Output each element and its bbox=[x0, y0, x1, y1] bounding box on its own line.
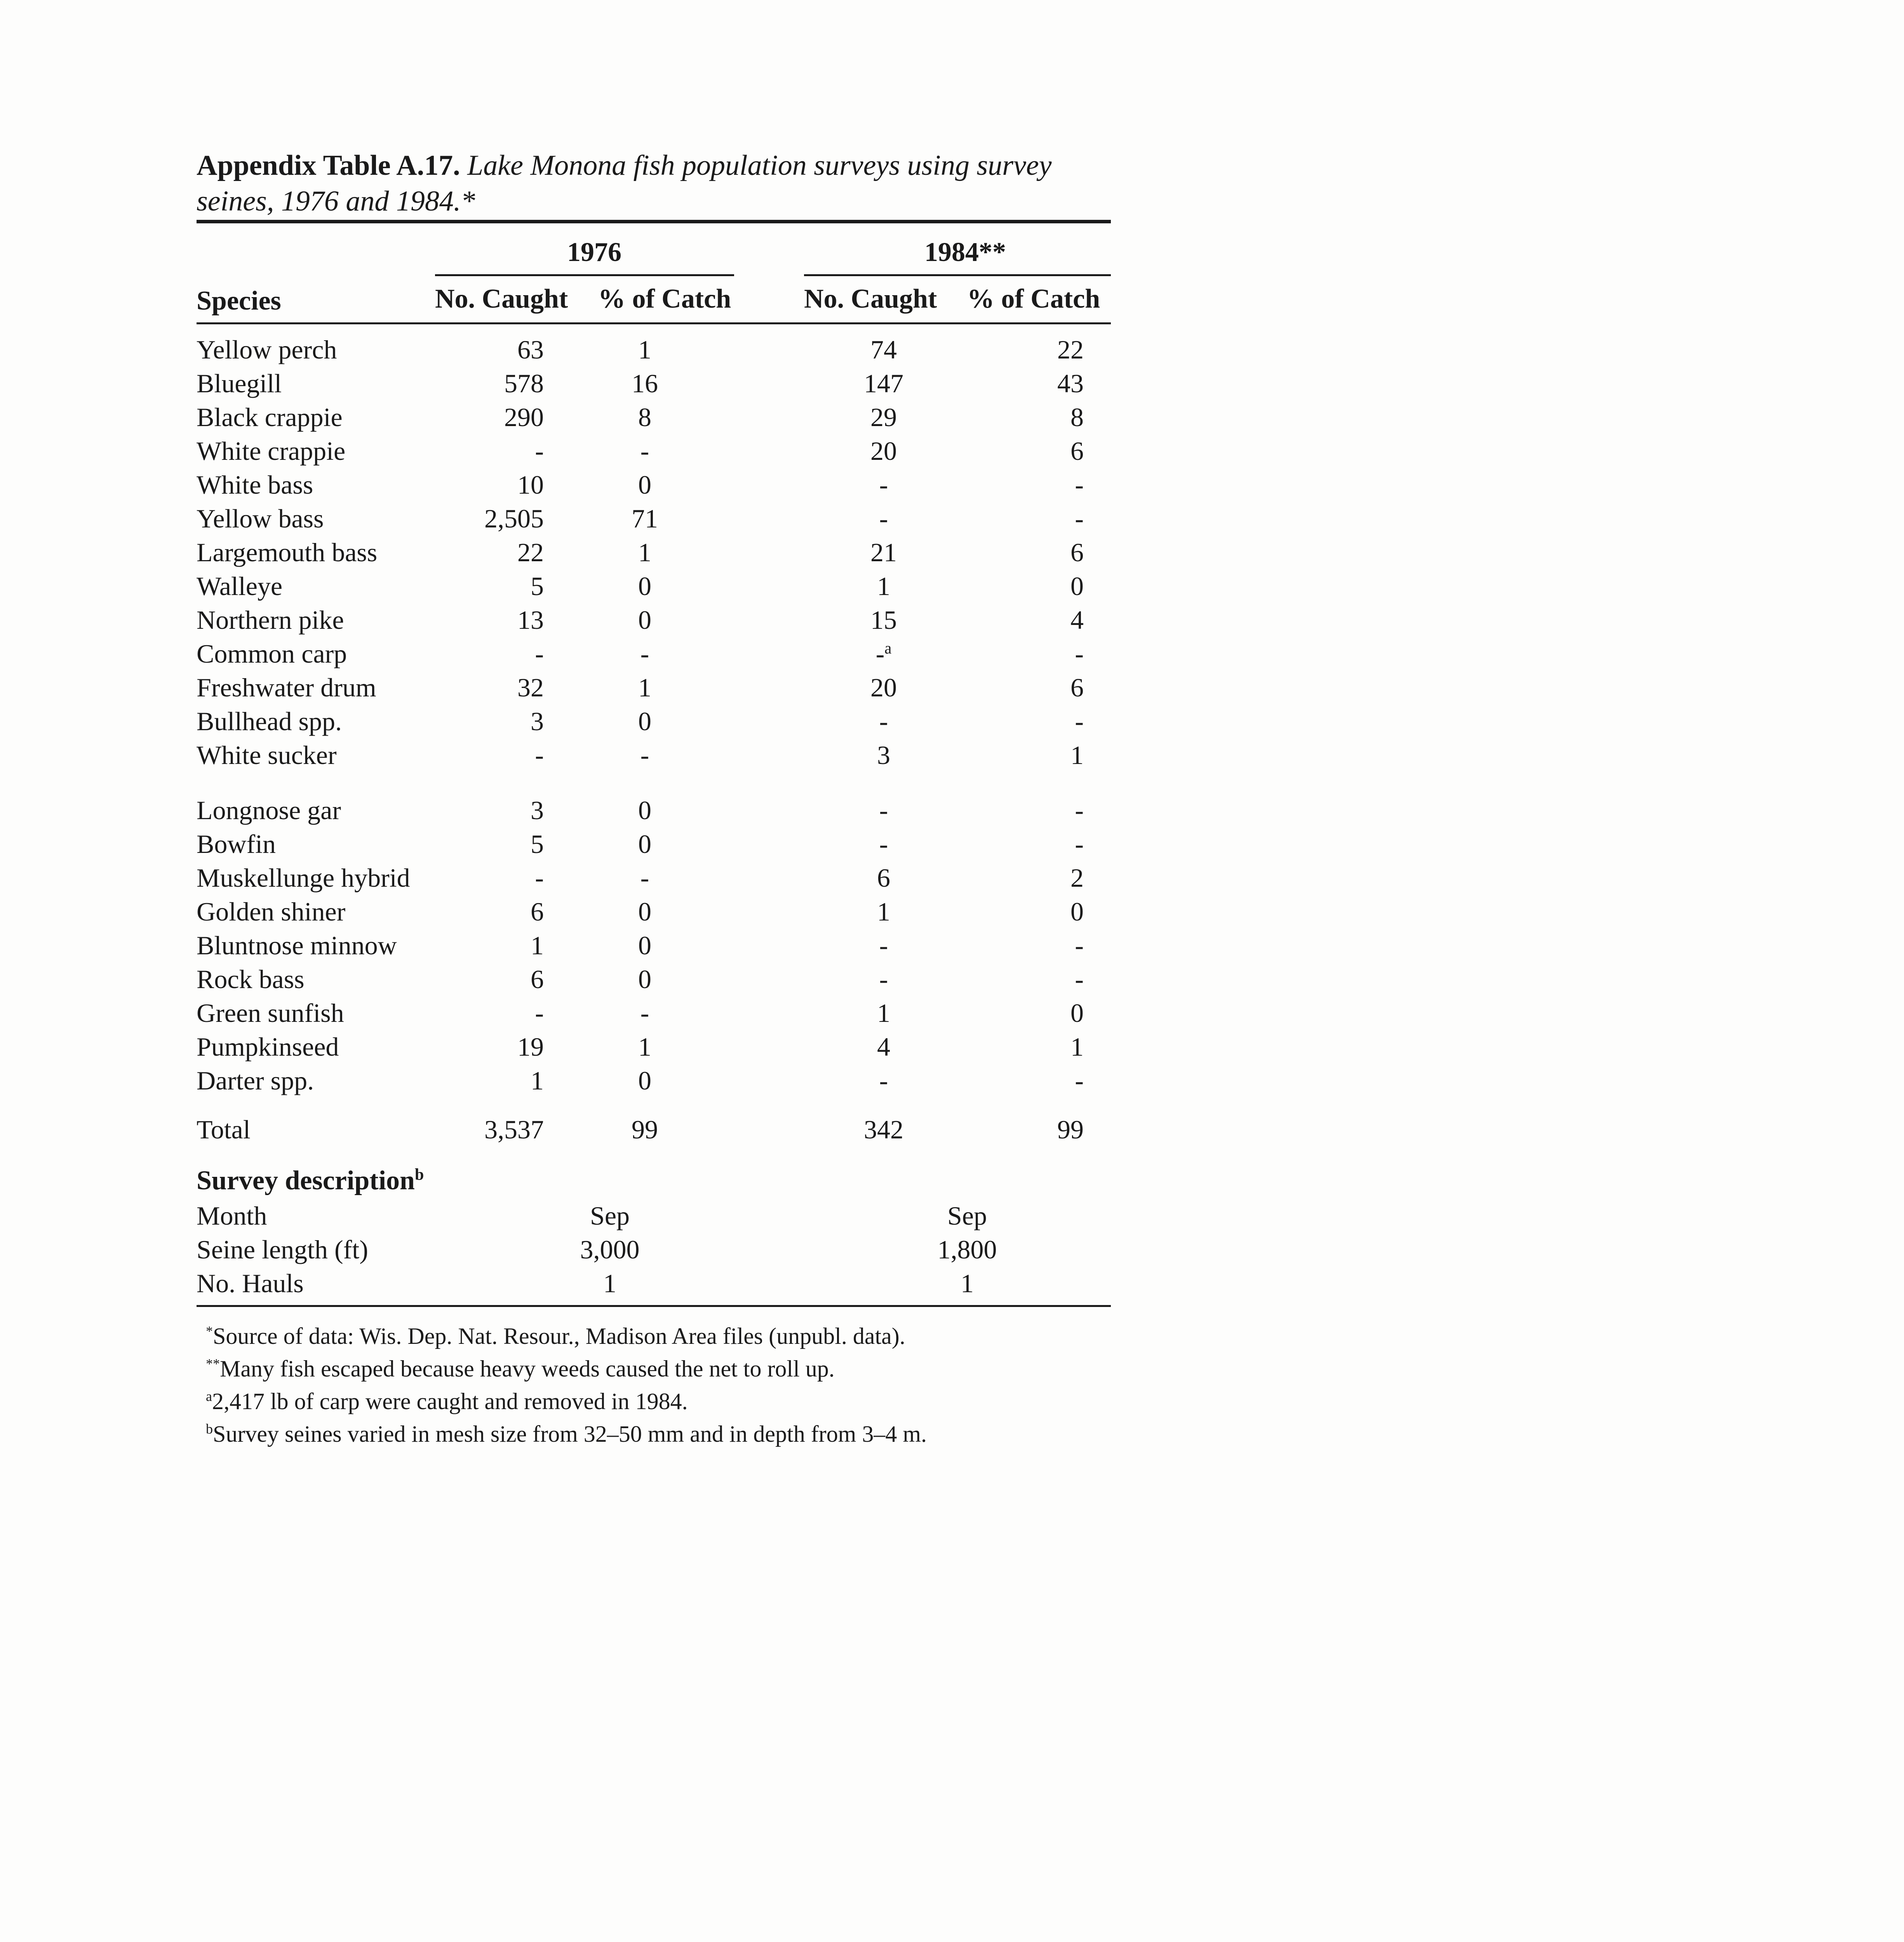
pct-catch-1976-cell: 71 bbox=[632, 504, 658, 533]
no-caught-1984-cell: - bbox=[879, 1066, 888, 1095]
pct-catch-1976-cell: 0 bbox=[638, 964, 651, 994]
survey-1976-value: Sep bbox=[590, 1201, 630, 1230]
species-cell: Northern pike bbox=[197, 605, 344, 635]
pct-catch-1984-cell: 6 bbox=[1070, 673, 1084, 702]
pct-catch-1976-cell: 0 bbox=[638, 795, 651, 825]
no-caught-1984-cell: 15 bbox=[870, 605, 897, 635]
no-caught-1976-cell: 5 bbox=[531, 571, 544, 601]
no-caught-1984-cell: - bbox=[879, 829, 888, 859]
no-caught-1984-header: No. Caught bbox=[804, 284, 937, 314]
no-caught-1976-cell: 22 bbox=[517, 538, 544, 567]
pct-catch-1984-cell: - bbox=[1075, 639, 1084, 668]
species-cell: Black crappie bbox=[197, 402, 343, 432]
species-cell: Longnose gar bbox=[197, 795, 341, 825]
no-caught-1984-cell: 29 bbox=[870, 402, 897, 432]
pct-catch-1976-cell: 0 bbox=[638, 931, 651, 960]
species-cell: Pumpkinseed bbox=[197, 1032, 339, 1061]
footnote-text: Survey seines varied in mesh size from 32–50 mm and in depth from 3–4 m. bbox=[213, 1421, 927, 1447]
no-caught-1984-cell: - bbox=[879, 931, 888, 960]
survey-1976-value: 1 bbox=[603, 1269, 616, 1298]
no-caught-1984-cell: 3 bbox=[877, 740, 890, 770]
total-1976-no: 3,537 bbox=[484, 1115, 544, 1144]
footnote-text: 2,417 lb of carp were caught and removed in 1984. bbox=[212, 1389, 688, 1414]
pct-catch-1976-cell: 1 bbox=[638, 538, 651, 567]
no-caught-1976-cell: 19 bbox=[517, 1032, 544, 1061]
survey-1984-value: 1 bbox=[961, 1269, 974, 1298]
no-caught-1984-cell: 20 bbox=[870, 436, 897, 466]
no-caught-1984-cell: 74 bbox=[870, 335, 897, 364]
pct-catch-1984-header: % of Catch bbox=[967, 284, 1100, 314]
footnote-mark: * bbox=[206, 1323, 213, 1339]
pct-catch-1976-cell: - bbox=[640, 639, 649, 668]
no-caught-1984-cell: 1 bbox=[877, 998, 890, 1028]
species-cell: Bluntnose minnow bbox=[197, 931, 397, 960]
pct-catch-1976-cell: 0 bbox=[638, 605, 651, 635]
pct-catch-1984-cell: - bbox=[1075, 706, 1084, 736]
year-1984-rule bbox=[804, 274, 1111, 276]
no-caught-1976-cell: - bbox=[535, 998, 544, 1028]
pct-catch-1976-header: % of Catch bbox=[598, 284, 731, 314]
footnote bbox=[206, 1353, 835, 1384]
no-caught-1984-cell: 147 bbox=[864, 369, 903, 398]
pct-catch-1976-cell: 0 bbox=[638, 571, 651, 601]
no-caught-1976-cell: 6 bbox=[531, 964, 544, 994]
survey-label: Seine length (ft) bbox=[197, 1235, 368, 1264]
survey-1976-value: 3,000 bbox=[580, 1235, 640, 1264]
no-caught-1984-cell: - bbox=[879, 964, 888, 994]
pct-catch-1984-cell: 22 bbox=[1057, 335, 1084, 364]
footnote-text: Source of data: Wis. Dep. Nat. Resour., Madison Area files (unpubl. data). bbox=[213, 1323, 905, 1349]
pct-catch-1984-cell: 0 bbox=[1070, 998, 1084, 1028]
no-caught-1984-cell: 21 bbox=[870, 538, 897, 567]
species-cell: Walleye bbox=[197, 571, 283, 601]
no-caught-1976-cell: 13 bbox=[517, 605, 544, 635]
survey-label: Month bbox=[197, 1201, 267, 1230]
pct-catch-1984-cell: - bbox=[1075, 1066, 1084, 1095]
footnote bbox=[206, 1321, 905, 1352]
no-caught-1984-cell: - bbox=[879, 706, 888, 736]
no-caught-1976-cell: 3 bbox=[531, 706, 544, 736]
species-cell: Green sunfish bbox=[197, 998, 344, 1028]
species-cell: White crappie bbox=[197, 436, 346, 466]
no-caught-1976-cell: 1 bbox=[531, 1066, 544, 1095]
no-caught-1984-cell: - bbox=[879, 470, 888, 499]
total-1976-pct: 99 bbox=[632, 1115, 658, 1144]
pct-catch-1976-cell: 16 bbox=[632, 369, 658, 398]
pct-catch-1976-cell: - bbox=[640, 863, 649, 893]
survey-heading-note: b bbox=[414, 1166, 424, 1184]
pct-catch-1984-cell: 43 bbox=[1057, 369, 1084, 398]
pct-catch-1976-cell: 1 bbox=[638, 673, 651, 702]
no-caught-1976-cell: - bbox=[535, 863, 544, 893]
pct-catch-1976-cell: 1 bbox=[638, 1032, 651, 1061]
bottom-rule bbox=[197, 1305, 1111, 1307]
pct-catch-1984-cell: - bbox=[1075, 931, 1084, 960]
footnote-text: Many fish escaped because heavy weeds caused the net to roll up. bbox=[220, 1356, 835, 1382]
species-cell: Bluegill bbox=[197, 369, 282, 398]
pct-catch-1976-cell: 8 bbox=[638, 402, 651, 432]
pct-catch-1984-cell: - bbox=[1075, 504, 1084, 533]
pct-catch-1984-cell: 2 bbox=[1070, 863, 1084, 893]
pct-catch-1976-cell: - bbox=[640, 740, 649, 770]
no-caught-1976-cell: - bbox=[535, 639, 544, 668]
species-cell: Yellow bass bbox=[197, 504, 324, 533]
pct-catch-1984-cell: 4 bbox=[1070, 605, 1084, 635]
no-caught-1984-cell: 1 bbox=[877, 571, 890, 601]
pct-catch-1984-cell: 8 bbox=[1070, 402, 1084, 432]
pct-catch-1984-cell: - bbox=[1075, 829, 1084, 859]
footnote-mark: ** bbox=[206, 1356, 220, 1371]
header-rule bbox=[197, 322, 1111, 324]
top-rule bbox=[197, 220, 1111, 223]
pct-catch-1976-cell: - bbox=[640, 436, 649, 466]
pct-catch-1976-cell: 0 bbox=[638, 1066, 651, 1095]
species-cell: Freshwater drum bbox=[197, 673, 376, 702]
year-1984-header: 1984** bbox=[924, 237, 1006, 267]
no-caught-1976-cell: 32 bbox=[517, 673, 544, 702]
no-caught-1984-cell bbox=[847, 638, 921, 669]
species-cell: Common carp bbox=[197, 639, 347, 668]
footnote-mark: a bbox=[884, 639, 892, 657]
no-caught-1984-cell: - bbox=[879, 504, 888, 533]
no-caught-1976-cell: 2,505 bbox=[484, 504, 544, 533]
pct-catch-1984-cell: 1 bbox=[1070, 1032, 1084, 1061]
footnote-mark: a bbox=[206, 1389, 212, 1404]
pct-catch-1984-cell: 6 bbox=[1070, 538, 1084, 567]
no-caught-1984-cell: 1 bbox=[877, 897, 890, 926]
no-caught-1984-cell: - bbox=[879, 795, 888, 825]
survey-description-heading bbox=[197, 1165, 424, 1196]
no-caught-1976-cell: 290 bbox=[504, 402, 544, 432]
species-cell: Yellow perch bbox=[197, 335, 337, 364]
footnote-mark: b bbox=[206, 1421, 213, 1437]
table-label: Appendix Table A.17. bbox=[197, 150, 460, 181]
pct-catch-1976-cell: 1 bbox=[638, 335, 651, 364]
table-title: Lake Monona fish population surveys using survey seines, 1976 and 1984.* bbox=[197, 150, 1052, 217]
no-caught-1976-cell: 5 bbox=[531, 829, 544, 859]
no-caught-1976-cell: 6 bbox=[531, 897, 544, 926]
pct-catch-1976-cell: 0 bbox=[638, 829, 651, 859]
pct-catch-1976-cell: 0 bbox=[638, 706, 651, 736]
survey-heading-text: Survey description bbox=[197, 1166, 415, 1195]
no-caught-1984-cell: 20 bbox=[870, 673, 897, 702]
table-caption bbox=[197, 148, 1129, 219]
cell-value: - bbox=[875, 639, 885, 668]
pct-catch-1984-cell: 0 bbox=[1070, 897, 1084, 926]
total-1984-no: 342 bbox=[864, 1115, 903, 1144]
species-cell: Darter spp. bbox=[197, 1066, 314, 1095]
no-caught-1984-cell: 6 bbox=[877, 863, 890, 893]
pct-catch-1976-cell: 0 bbox=[638, 897, 651, 926]
no-caught-1976-cell: 63 bbox=[517, 335, 544, 364]
survey-1984-value: 1,800 bbox=[937, 1235, 997, 1264]
no-caught-1976-cell: - bbox=[535, 740, 544, 770]
species-header: Species bbox=[197, 286, 281, 316]
pct-catch-1984-cell: - bbox=[1075, 470, 1084, 499]
no-caught-1976-cell: 10 bbox=[517, 470, 544, 499]
species-cell: Largemouth bass bbox=[197, 538, 378, 567]
species-cell: Rock bass bbox=[197, 964, 305, 994]
year-1976-rule bbox=[435, 274, 734, 276]
year-1976-header: 1976 bbox=[567, 237, 621, 267]
species-cell: Golden shiner bbox=[197, 897, 346, 926]
footnote bbox=[206, 1386, 688, 1417]
pct-catch-1984-cell: 1 bbox=[1070, 740, 1084, 770]
no-caught-1976-header: No. Caught bbox=[435, 284, 568, 314]
no-caught-1984-cell: 4 bbox=[877, 1032, 890, 1061]
total-label: Total bbox=[197, 1115, 251, 1144]
species-cell: White sucker bbox=[197, 740, 337, 770]
total-1984-pct: 99 bbox=[1057, 1115, 1084, 1144]
pct-catch-1976-cell: - bbox=[640, 998, 649, 1028]
no-caught-1976-cell: - bbox=[535, 436, 544, 466]
no-caught-1976-cell: 3 bbox=[531, 795, 544, 825]
no-caught-1976-cell: 1 bbox=[531, 931, 544, 960]
pct-catch-1976-cell: 0 bbox=[638, 470, 651, 499]
species-cell: Muskellunge hybrid bbox=[197, 863, 410, 893]
footnote bbox=[206, 1418, 927, 1450]
pct-catch-1984-cell: 6 bbox=[1070, 436, 1084, 466]
species-cell: Bowfin bbox=[197, 829, 276, 859]
survey-1984-value: Sep bbox=[947, 1201, 987, 1230]
pct-catch-1984-cell: - bbox=[1075, 964, 1084, 994]
pct-catch-1984-cell: - bbox=[1075, 795, 1084, 825]
pct-catch-1984-cell: 0 bbox=[1070, 571, 1084, 601]
survey-label: No. Hauls bbox=[197, 1269, 304, 1298]
species-cell: Bullhead spp. bbox=[197, 706, 342, 736]
no-caught-1976-cell: 578 bbox=[504, 369, 544, 398]
species-cell: White bass bbox=[197, 470, 313, 499]
